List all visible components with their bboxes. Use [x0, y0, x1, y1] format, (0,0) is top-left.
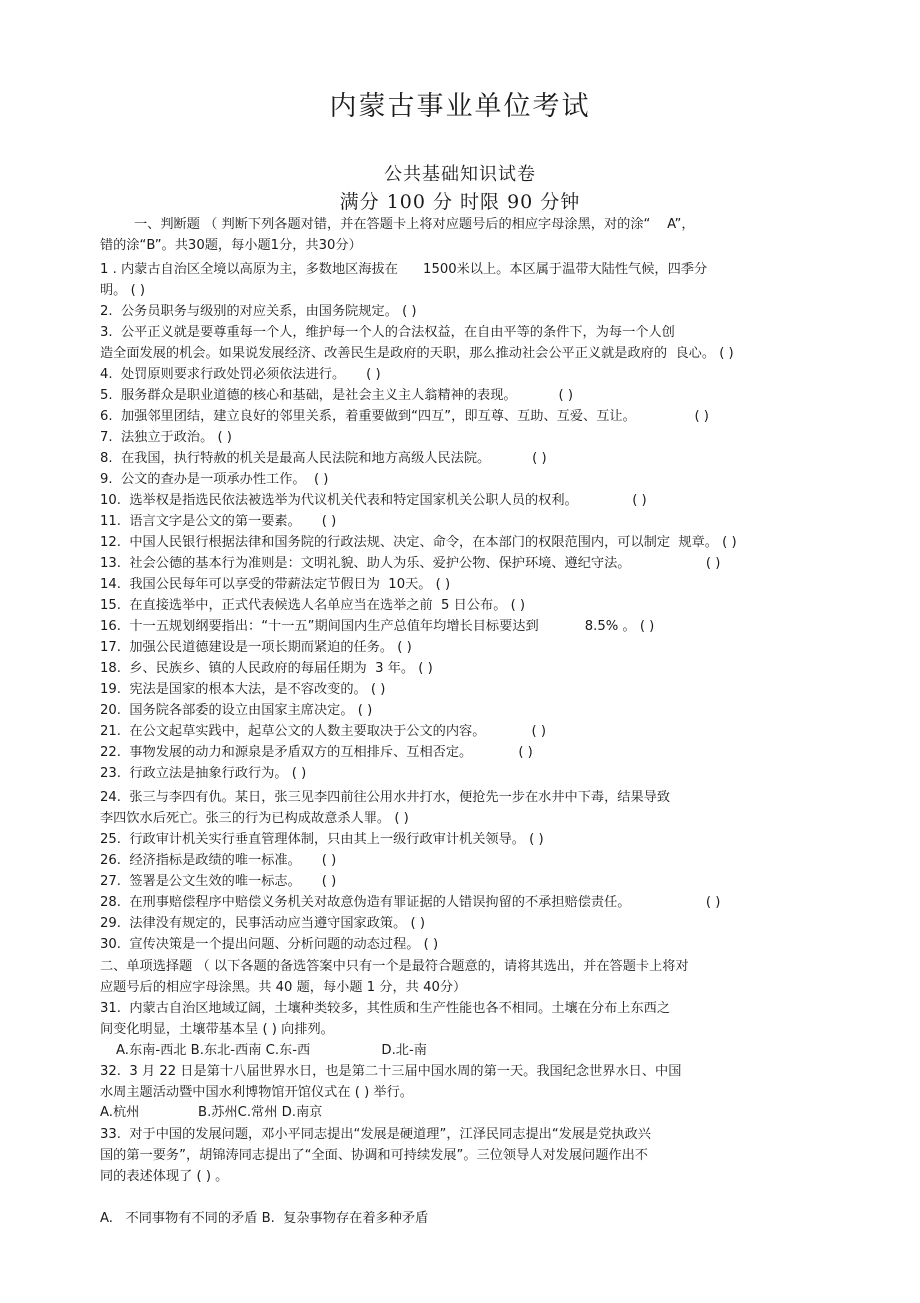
question-25: 25. 行政审计机关实行垂直管理体制，只由其上一级行政审计机关领导。 ( )	[100, 832, 544, 847]
question-33-options: A. 不同事物有不同的矛盾 B. 复杂事物存在着多种矛盾	[100, 1211, 429, 1226]
question-5: 5. 服务群众是职业道德的核心和基础，是社会主义主人翁精神的表现。 ( )	[100, 388, 573, 403]
question-28: 28. 在刑事赔偿程序中赔偿义务机关对故意伪造有罪证据的人错误拘留的不承担赔偿责任。 ( )	[100, 895, 721, 910]
question-32: 32. 3 月 22 日是第十八届世界水日，也是第二十三届中国水周的第一天。我国纪念世界水日、中国	[100, 1064, 682, 1079]
question-8: 8. 在我国，执行特赦的机关是最高人民法院和地方高级人民法院。 ( )	[100, 451, 547, 466]
question-32-options: A.杭州 B.苏州C.常州 D.南京	[100, 1105, 323, 1120]
question-3: 造全面发展的机会。如果说发展经济、改善民生是政府的天职，那么推动社会公平正义就是政府的 良心。 ( )	[100, 346, 734, 361]
section1-intro: 错的涂“B”。共30题，每小题1分，共30分）	[100, 238, 362, 253]
question-31-options: A.东南-西北 B.东北-西南 C.东-西 D.北-南	[116, 1043, 427, 1058]
question-13: 13. 社会公德的基本行为准则是：文明礼貌、助人为乐、爱护公物、保护环境、遵纪守法。 ( )	[100, 556, 721, 571]
question-24: 李四饮水后死亡。张三的行为已构成故意杀人罪。 ( )	[100, 811, 409, 826]
question-29: 29. 法律没有规定的，民事活动应当遵守国家政策。 ( )	[100, 916, 425, 931]
question-1: 1 . 内蒙古自治区全境以高原为主，多数地区海拔在 1500米以上。本区属于温带大陆性气候，四季分	[100, 262, 708, 277]
question-31: 31. 内蒙古自治区地域辽阔，土壤种类较多，其性质和生产性能也各不相同。土壤在分布上东西之	[100, 1001, 671, 1016]
question-7: 7. 法独立于政治。 ( )	[100, 430, 232, 445]
question-30: 30. 宣传决策是一个提出问题、分析问题的动态过程。 ( )	[100, 937, 439, 952]
page-title: 内蒙古事业单位考试	[329, 91, 591, 122]
question-3: 3. 公平正义就是要尊重每一个人，维护每一个人的合法权益，在自由平等的条件下，为每一个人创	[100, 325, 675, 340]
question-21: 21. 在公文起草实践中，起草公文的人数主要取决于公文的内容。 ( )	[100, 724, 547, 739]
score-time-line: 满分 100 分 时限 90 分钟	[339, 191, 581, 213]
question-31: 间变化明显，土壤带基本呈 ( ) 向排列。	[100, 1022, 334, 1037]
question-27: 27. 签署是公文生效的唯一标志。 ( )	[100, 874, 337, 889]
section2-intro: 二、单项选择题 （ 以下各题的备选答案中只有一个是最符合题意的，请将其选出，并在答题卡上将对	[100, 959, 689, 974]
question-11: 11. 语言文字是公文的第一要素。 ( )	[100, 514, 337, 529]
question-20: 20. 国务院各部委的设立由国家主席决定。 ( )	[100, 703, 373, 718]
question-17: 17. 加强公民道德建设是一项长期而紧迫的任务。 ( )	[100, 640, 412, 655]
question-2: 2. 公务员职务与级别的对应关系，由国务院规定。 ( )	[100, 304, 417, 319]
question-24: 24. 张三与李四有仇。某日，张三见李四前往公用水井打水，便抢先一步在水井中下毒，结果导致	[100, 790, 671, 805]
question-1: 明。 ( )	[100, 283, 146, 298]
question-9: 9. 公文的查办是一项承办性工作。 ( )	[100, 472, 329, 487]
section2-intro: 应题号后的相应字母涂黑。共 40 题，每小题 1 分，共 40分）	[100, 980, 467, 995]
question-23: 23. 行政立法是抽象行政行为。 ( )	[100, 766, 307, 781]
question-32: 水周主题活动暨中国水利博物馆开馆仪式在 ( ) 举行。	[100, 1085, 413, 1100]
question-6: 6. 加强邻里团结，建立良好的邻里关系，着重要做到“四互”，即互尊、互助、互爱、互让。 ( )	[100, 409, 709, 424]
question-16: 16. 十一五规划纲要指出：“十一五”期间国内生产总值年均增长目标要达到 8.5% 。 ( )	[100, 619, 655, 634]
question-14: 14. 我国公民每年可以享受的带薪法定节假日为 10天。 ( )	[100, 577, 451, 592]
question-33: 同的表述体现了 ( ) 。	[100, 1169, 229, 1184]
question-22: 22. 事物发展的动力和源泉是矛盾双方的互相排斥、互相否定。 ( )	[100, 745, 533, 760]
question-18: 18. 乡、民族乡、镇的人民政府的每届任期为 3 年。 ( )	[100, 661, 433, 676]
question-12: 12. 中国人民银行根据法律和国务院的行政法规、决定、命令，在本部门的权限范围内，可以制定 规章。 ( )	[100, 535, 737, 550]
question-19: 19. 宪法是国家的根本大法，是不容改变的。 ( )	[100, 682, 386, 697]
question-33: 国的第一要务”，胡锦涛同志提出了“全面、协调和可持续发展”。三位领导人对发展问题作出不	[100, 1148, 648, 1163]
question-33: 33. 对于中国的发展问题，邓小平同志提出“发展是硬道理”，江泽民同志提出“发展是党执政兴	[100, 1127, 651, 1142]
question-10: 10. 选举权是指选民依法被选举为代议机关代表和特定国家机关公职人员的权利。 ( )	[100, 493, 647, 508]
question-15: 15. 在直接选举中，正式代表候选人名单应当在选举之前 5 日公布。 ( )	[100, 598, 526, 613]
question-4: 4. 处罚原则要求行政处罚必须依法进行。 ( )	[100, 367, 381, 382]
paper-subtitle: 公共基础知识试卷	[384, 164, 536, 185]
question-26: 26. 经济指标是政绩的唯一标准。 ( )	[100, 853, 337, 868]
section1-intro: 一、判断题 （ 判断下列各题对错，并在答题卡上将对应题号后的相应字母涂黑，对的涂“ A”，	[134, 217, 695, 232]
